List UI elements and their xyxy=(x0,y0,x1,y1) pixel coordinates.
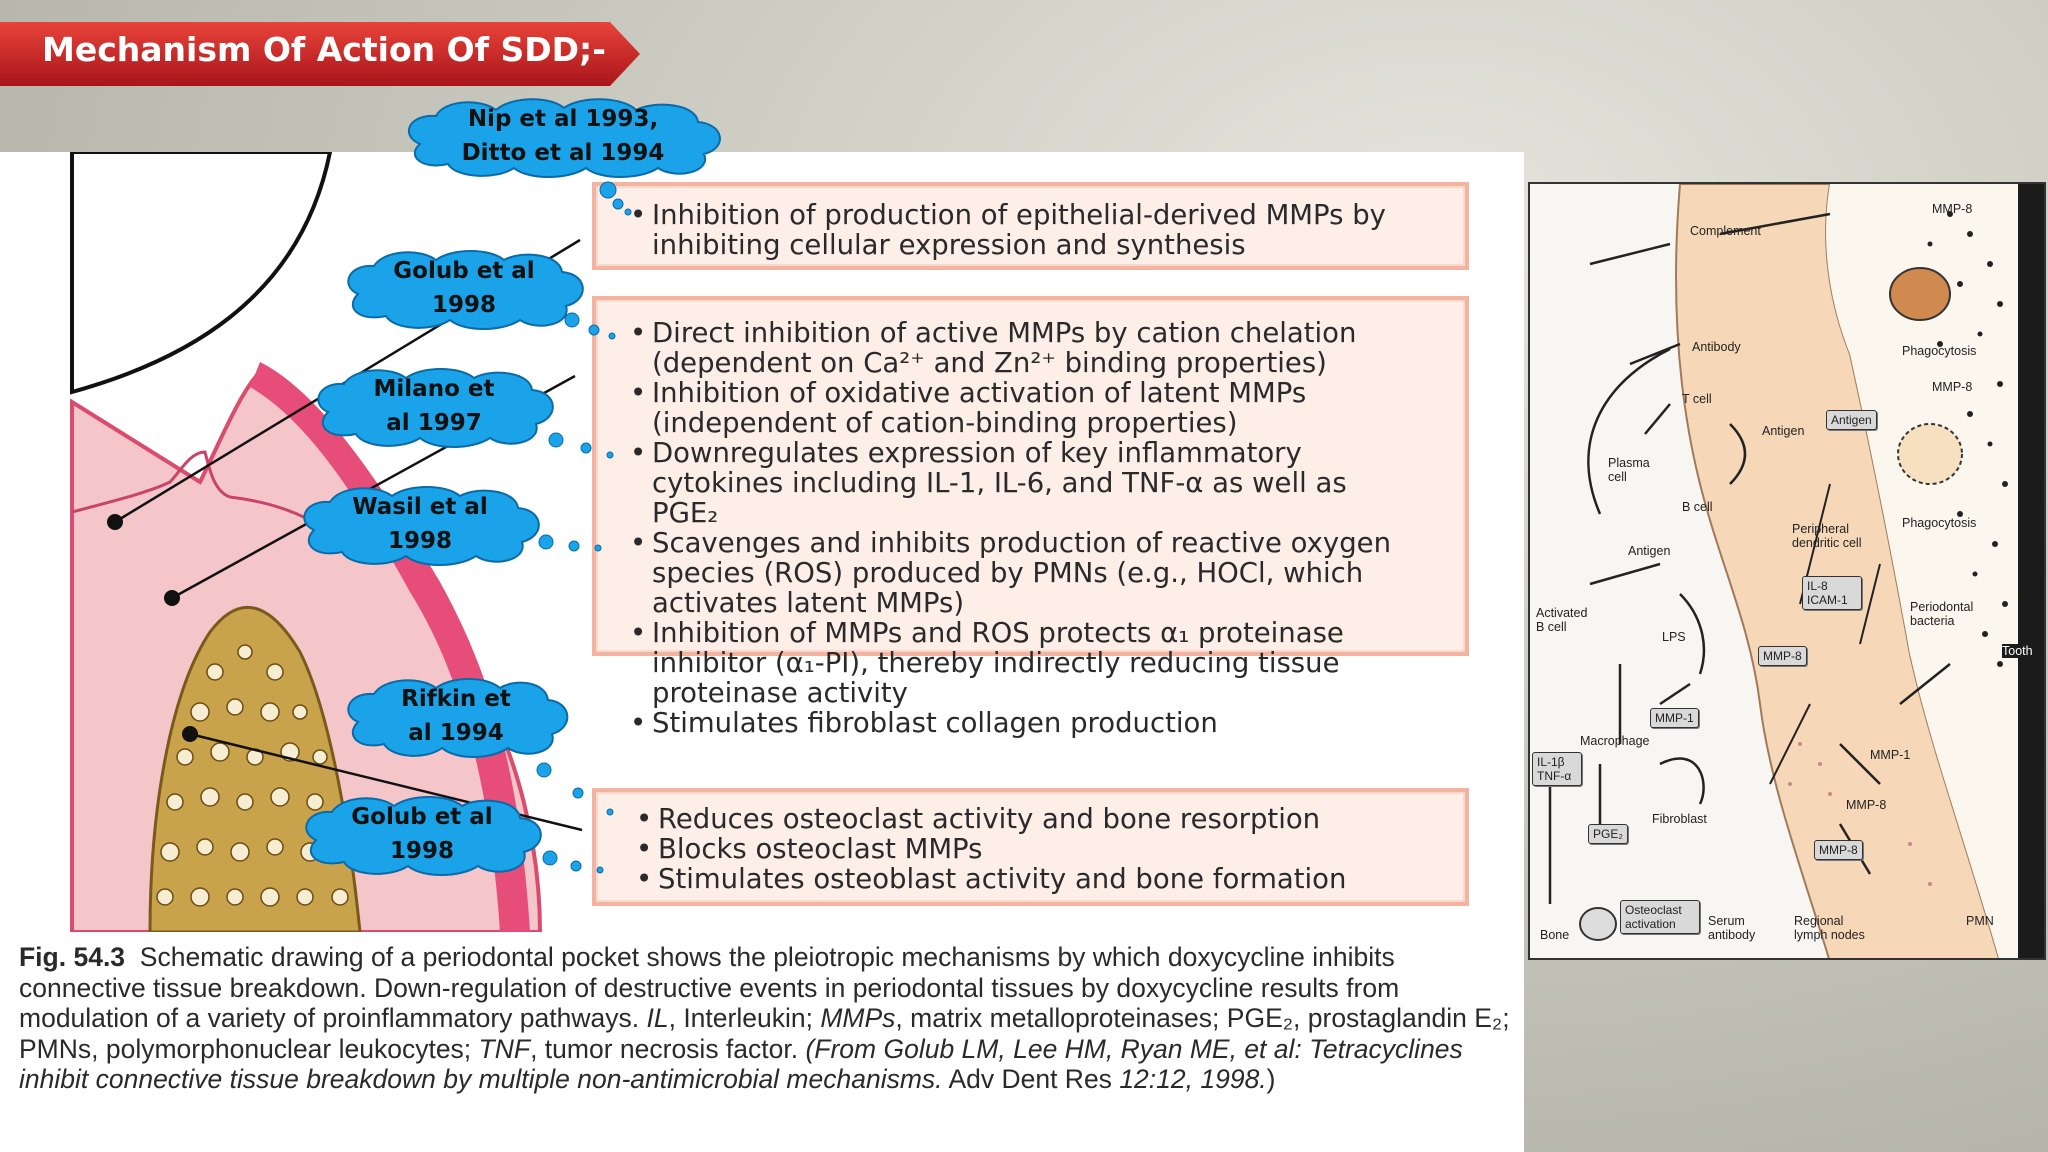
tag-osteoclast-activation: Osteoclast activation xyxy=(1620,900,1700,934)
citation-cloud: Golub et al 1998 xyxy=(340,248,588,330)
citation-cloud: Wasil et al 1998 xyxy=(296,484,544,566)
tag-il8-icam1: IL-8 ICAM-1 xyxy=(1802,576,1862,610)
box2-item: • Inhibition of MMPs and ROS protects α₁ proteinase inhibitor (α₁-PI), thereby indirectly reducing tissue proteinase activity xyxy=(626,618,1455,708)
box2-item: • Direct inhibition of active MMPs by cation chelation (dependent on Ca²⁺ and Zn²⁺ binding properties) xyxy=(626,318,1455,378)
label-regional-lymph: Regional lymph nodes xyxy=(1794,914,1865,942)
box3-item: • Stimulates osteoblast activity and bone formation xyxy=(632,864,1455,894)
label-b-cell: B cell xyxy=(1682,500,1713,514)
label-peripheral-dendritic: Peripheral dendritic cell xyxy=(1792,522,1862,550)
label-fibroblast: Fibroblast xyxy=(1652,812,1707,826)
box2-item: • Downregulates expression of key inflammatory cytokines including IL-1, IL-6, and TNF-α as well as PGE₂ xyxy=(626,438,1455,528)
caption-label: Fig. 54.3 xyxy=(19,942,126,972)
citation-cloud: Golub et al 1998 xyxy=(298,794,546,876)
caption-text: Schematic drawing of a periodontal pocket shows the pleiotropic mechanisms by which doxycycline inhibits connective tissue breakdown. Down-regulation of destructive events in periodontal tissues by doxycycline results from modulation of a variety of proinflammatory pathways. xyxy=(19,942,1400,1033)
citation-cloud: Rifkin et al 1994 xyxy=(340,676,572,758)
label-t-cell: T cell xyxy=(1682,392,1712,406)
label-periodontal-bacteria: Periodontal bacteria xyxy=(1910,600,1974,628)
label-activated-b-cell: Activated B cell xyxy=(1536,606,1588,634)
tag-mmp8: MMP-8 xyxy=(1758,646,1807,666)
slide-title: Mechanism Of Action Of SDD;- xyxy=(42,30,606,69)
label-plasma-cell: Plasma cell xyxy=(1608,456,1650,484)
label-phagocytosis-2: Phagocytosis xyxy=(1902,516,1977,530)
tag-mmp1: MMP-1 xyxy=(1650,708,1699,728)
box2-item: • Inhibition of oxidative activation of latent MMPs (independent of cation-binding properties) xyxy=(626,378,1455,438)
label-mmp8-lower: MMP-8 xyxy=(1846,798,1887,812)
citation-cloud: Nip et al 1993, Ditto et al 1994 xyxy=(400,96,726,178)
caption-source: (From Golub LM, Lee HM, Ryan ME, et al: Tetracyclines inhibit connective tissue breakdown by multiple non-antimicrobial mechanisms. xyxy=(19,1033,1463,1094)
box3-item: • Reduces osteoclast activity and bone resorption xyxy=(632,804,1455,834)
citation-cloud: Milano et al 1997 xyxy=(310,366,558,448)
label-bone: Bone xyxy=(1540,928,1570,942)
box2-item: • Stimulates fibroblast collagen production xyxy=(626,708,1455,738)
label-antigen-2: Antigen xyxy=(1628,544,1671,558)
tag-antigen: Antigen xyxy=(1826,410,1877,430)
tag-il1-tnf: IL-1β TNF-α xyxy=(1532,752,1582,786)
box2-item: • Scavenges and inhibits production of reactive oxygen species (ROS) produced by PMNs (e.g., HOCl, which activates latent MMPs) xyxy=(626,528,1455,618)
box1-item: • Inhibition of production of epithelial-derived MMPs by inhibiting cellular expression and synthesis xyxy=(626,200,1455,260)
figure-caption: Fig. 54.3 Schematic drawing of a periodontal pocket shows the pleiotropic mechanisms by which doxycycline inhibits connective tissue breakdown. Down-regulation of destructive events in periodontal tissues by doxycycline results from modulation of a variety of proinflammatory pathways. IL, Interleukin; MMPs, matrix metalloproteinases; PGE₂, prostaglandin E₂; PMNs, polymorphonuclear leukocytes; TNF, tumor necrosis factor. (From Golub LM, Lee HM, Ryan ME, et al: Tetracyclines inhibit connective tissue breakdown by multiple non-antimicrobial mechanisms. Adv Dent Res 12:12, 1998.) xyxy=(19,942,1510,1094)
label-tooth: Tooth xyxy=(2002,644,2033,658)
immune-pathway-figure xyxy=(1528,182,2046,960)
label-antibody: Antibody xyxy=(1692,340,1741,354)
label-antigen: Antigen xyxy=(1762,424,1805,438)
label-lps: LPS xyxy=(1662,630,1686,644)
label-complement: Complement xyxy=(1690,224,1761,238)
box3-item: • Blocks osteoclast MMPs xyxy=(632,834,1455,864)
label-mmp1: MMP-1 xyxy=(1870,748,1911,762)
label-macrophage: Macrophage xyxy=(1580,734,1650,748)
label-serum-antibody: Serum antibody xyxy=(1708,914,1756,942)
label-mmp8-top: MMP-8 xyxy=(1932,202,1973,216)
label-phagocytosis-1: Phagocytosis xyxy=(1902,344,1977,358)
tag-pge2: PGE₂ xyxy=(1588,824,1628,844)
label-mmp8-mid: MMP-8 xyxy=(1932,380,1973,394)
label-pmn: PMN xyxy=(1966,914,1994,928)
tag-mmp8-bottom: MMP-8 xyxy=(1814,840,1863,860)
